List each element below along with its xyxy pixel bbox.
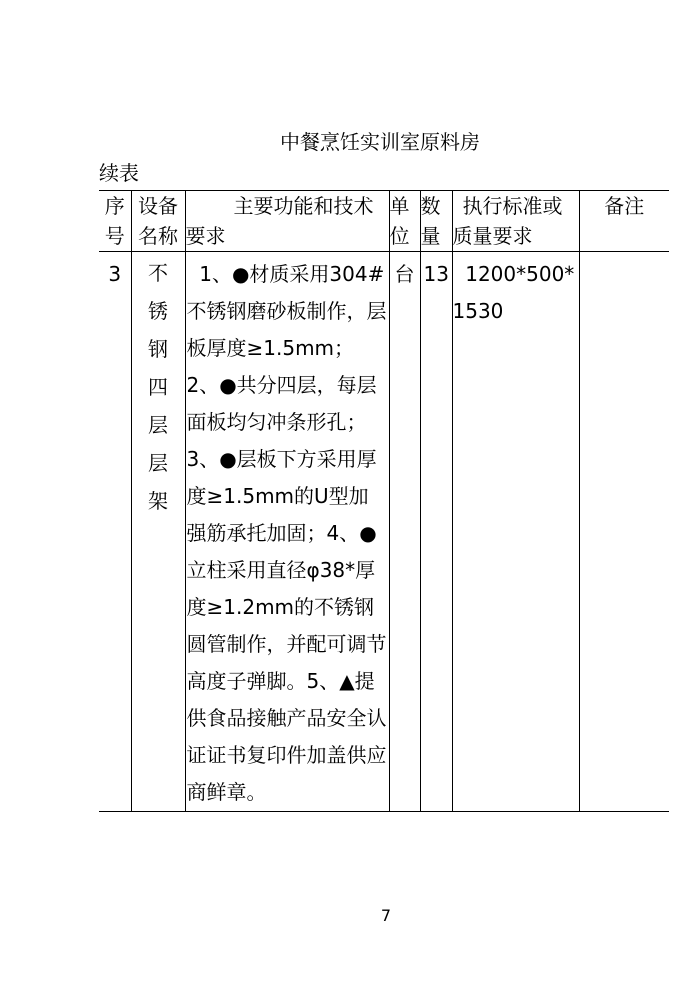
table-row: [99, 252, 669, 812]
cell-remark: [579, 252, 669, 812]
header-quantity: 数量: [420, 191, 452, 252]
header-unit: 单位: [389, 191, 420, 252]
header-name: 设备名称: [131, 191, 185, 252]
cell-seq: 3: [99, 252, 131, 812]
equipment-table: [99, 190, 669, 812]
continued-label: 续表: [99, 161, 139, 185]
cell-quantity: 13: [420, 252, 452, 812]
cell-unit: 台: [389, 252, 420, 812]
table-header-row: [99, 191, 669, 252]
header-remark: 备注: [579, 191, 669, 252]
page-number: 7: [380, 906, 392, 925]
cell-standard: 1200*500*1530: [452, 252, 579, 812]
header-standard: 执行标准或质量要求: [452, 191, 579, 252]
cell-requirements: 1、●材质采用304#不锈钢磨砂板制作，层板厚度≥1.5mm；2、●共分四层，每层面板均匀冲条形孔；3、●层板下方采用厚度≥1.5mm的U型加强筋承托加固；4、●立柱采用直径φ38*厚度≥1.2mm的不锈钢圆管制作，并配可调节高度子弹脚。5、▲提供食品接触产品安全认证证书复印件加盖供应商鲜章。: [185, 252, 389, 812]
header-requirements: 主要功能和技术要求: [185, 191, 389, 252]
document-title: 中餐烹饪实训室原料房: [280, 130, 480, 154]
cell-name-wrap: [131, 252, 185, 812]
cell-name: 不锈钢四层层架: [148, 261, 168, 513]
header-seq: 序号: [99, 191, 131, 252]
